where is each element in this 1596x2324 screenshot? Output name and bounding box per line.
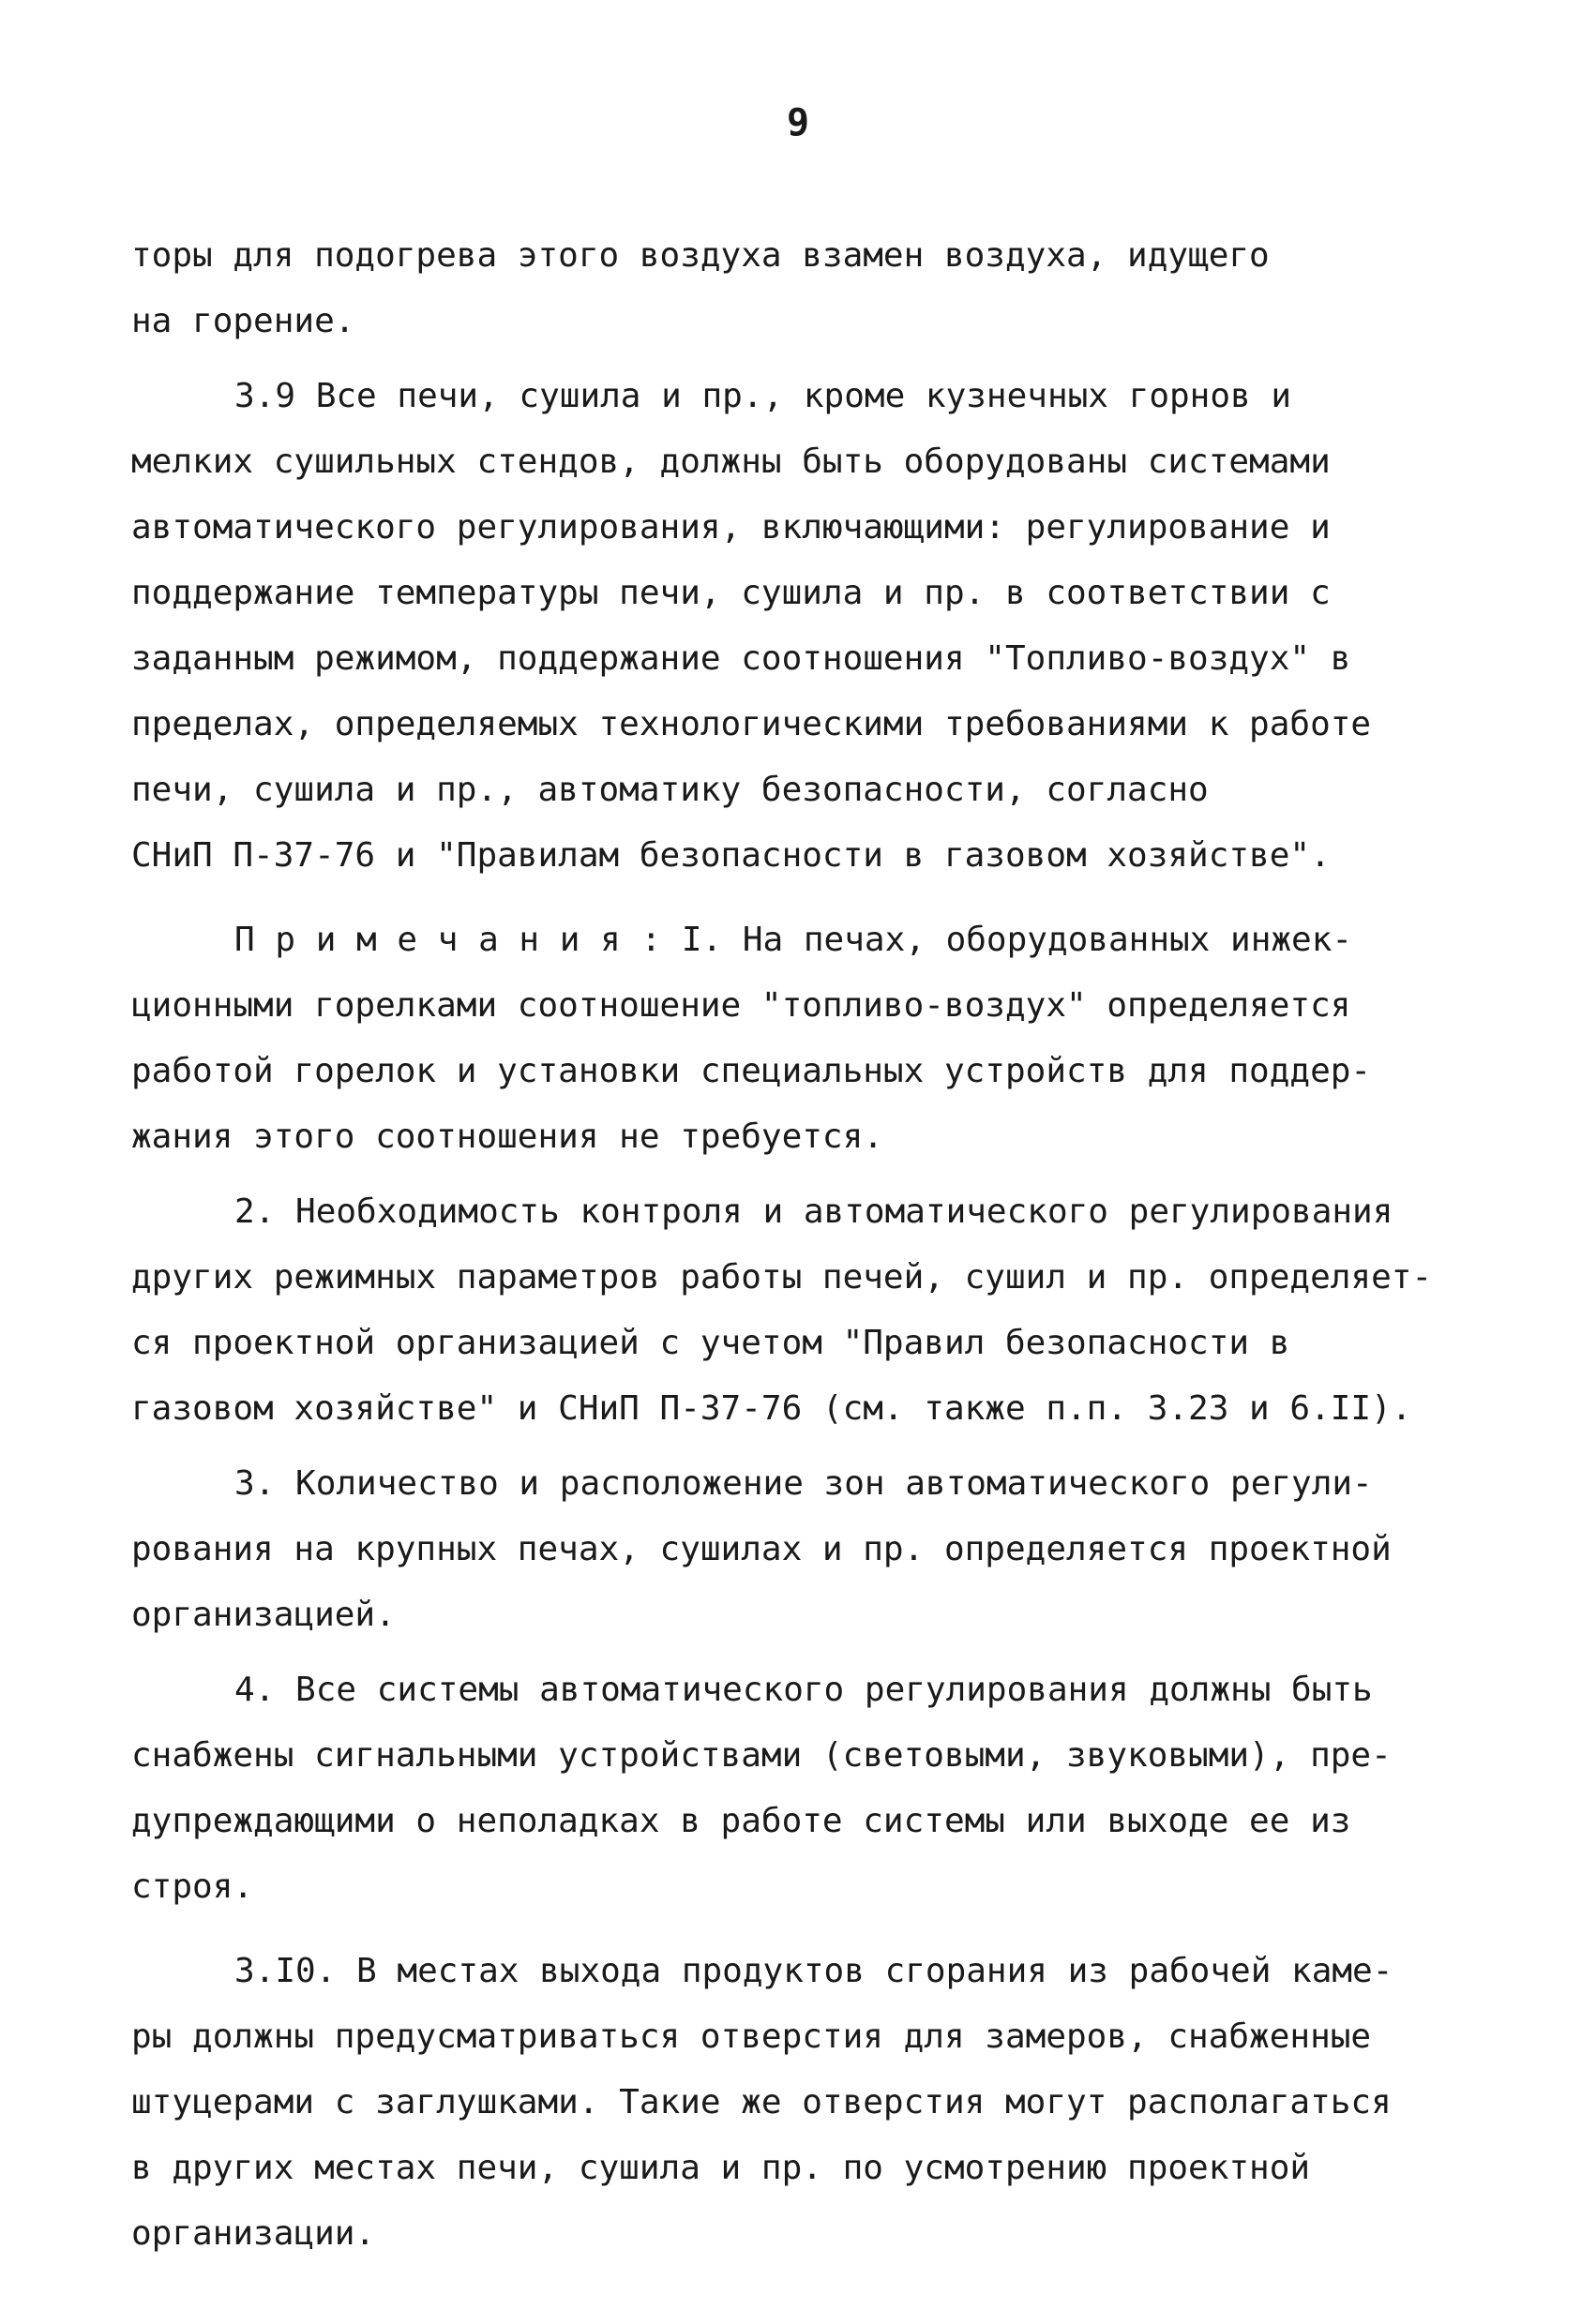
text-line: рования на крупных печах, сушилах и пр. определяется проектной	[131, 1530, 1392, 1568]
text-line: снабжены сигнальными устройствами (световыми, звуковыми), пре-	[131, 1736, 1392, 1775]
text-line: мелких сушильных стендов, должны быть оборудованы системами	[131, 442, 1331, 481]
text-line: ры должны предусматриваться отверстия для замеров, снабженные	[131, 2017, 1372, 2056]
text-line: печи, сушила и пр., автоматику безопасности, согласно	[131, 771, 1209, 809]
text-line: СНиП П-37-76 и "Правилам безопасности в газовом хозяйстве".	[131, 836, 1331, 875]
paragraph-3-9-start: 3.9 Все печи, сушила и пр., кроме кузнечных горнов и	[234, 377, 1292, 415]
text-line: на горение.	[131, 302, 355, 340]
text-line: работой горелок и установки специальных устройств для поддер-	[131, 1052, 1372, 1090]
text-line: пределах, определяемых технологическими требованиями к работе	[131, 705, 1372, 743]
text-line: строя.	[131, 1867, 254, 1906]
text-line: ционными горелками соотношение "топливо-воздух" определяется	[131, 986, 1351, 1025]
text-line: жания этого соотношения не требуется.	[131, 1117, 883, 1156]
text-line: автоматического регулирования, включающими: регулирование и	[131, 508, 1331, 547]
text-line: заданным режимом, поддержание соотношения "Топливо-воздух" в	[131, 639, 1351, 678]
paragraph-3-10-start: 3.I0. В местах выхода продуктов сгорания из рабочей каме-	[234, 1952, 1393, 1990]
note-3-start: 3. Количество и расположение зон автоматического регули-	[234, 1464, 1373, 1503]
note-4-start: 4. Все системы автоматического регулирования должны быть	[234, 1671, 1373, 1709]
text-line: организации.	[131, 2214, 376, 2253]
notes-heading-line: П р и м е ч а н и я : I. На печах, оборудованных инжек-	[234, 921, 1353, 959]
text-line: дупреждающими о неполадках в работе системы или выходе ее из	[131, 1802, 1351, 1840]
page-number: 9	[786, 101, 810, 144]
note-2-start: 2. Необходимость контроля и автоматического регулирования	[234, 1192, 1393, 1231]
text-line: поддержание температуры печи, сушила и пр. в соответствии с	[131, 574, 1331, 612]
text-line: других режимных параметров работы печей, сушил и пр. определяет-	[131, 1258, 1433, 1297]
text-line: ся проектной организацией с учетом "Правил безопасности в	[131, 1324, 1290, 1362]
text-line: в других местах печи, сушила и пр. по усмотрению проектной	[131, 2149, 1311, 2187]
text-line: газовом хозяйстве" и СНиП П-37-76 (см. также п.п. 3.23 и 6.II).	[131, 1389, 1412, 1428]
text-line: штуцерами с заглушками. Такие же отверстия могут располагаться	[131, 2083, 1392, 2122]
text-line: организацией.	[131, 1596, 396, 1634]
text-line: торы для подогрева этого воздуха взамен воздуха, идущего	[131, 236, 1270, 275]
body-text	[131, 223, 1482, 2267]
